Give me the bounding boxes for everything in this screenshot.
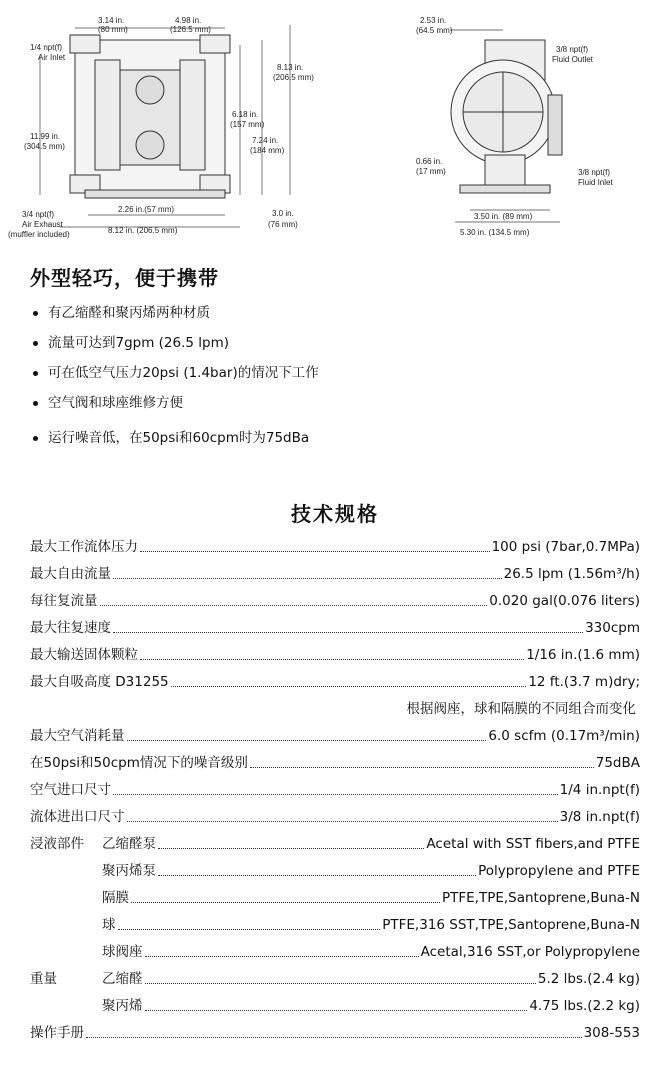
spec-row	[30, 934, 640, 961]
spec-label: 最大输送固体颗粒	[30, 647, 138, 663]
feature-item: 可在低空气压力20psi (1.4bar)的情况下工作	[30, 363, 319, 393]
spec-value: 6.0 scfm (0.17m³/min)	[488, 728, 640, 744]
spec-note-row	[30, 691, 640, 718]
air-inlet-label: Air Inlet	[38, 53, 66, 62]
spec-label: 在50psi和50cpm情况下的噪音级别	[30, 755, 248, 771]
outlet-npt: 3/8 npt(f)	[556, 45, 589, 54]
spec-row	[30, 853, 640, 880]
spec-label: 球阀座	[102, 944, 143, 960]
spec-label: 球	[102, 917, 116, 933]
spec-label: 空气进口尺寸	[30, 782, 111, 798]
spec-row	[30, 826, 640, 853]
dim-2-26: 2.26 in.(57 mm)	[118, 205, 175, 214]
dim-6-18-mm: (157 mm)	[230, 120, 265, 129]
spec-value: 12 ft.(3.7 m)dry;	[528, 674, 640, 690]
features-title: 外型轻巧，便于携带	[30, 266, 219, 290]
spec-note: 根据阀座，球和隔膜的不同组合而变化	[406, 701, 636, 717]
spec-label: 流体进出口尺寸	[30, 809, 125, 825]
features-list	[30, 303, 319, 458]
spec-row	[30, 880, 640, 907]
spec-label: 最大自由流量	[30, 566, 111, 582]
spec-row	[30, 610, 640, 637]
spec-value: 4.75 lbs.(2.2 kg)	[529, 998, 640, 1014]
spec-group-label: 重量	[30, 971, 57, 987]
dim-5-30: 5.30 in. (134.5 mm)	[460, 228, 530, 237]
spec-value: 1/4 in.npt(f)	[559, 782, 640, 798]
dim-8-13-mm: (206.5 mm)	[273, 73, 314, 82]
feature-item: 流量可达到7gpm (26.5 lpm)	[30, 333, 319, 363]
spec-label: 操作手册	[30, 1025, 84, 1041]
spec-label: 最大空气消耗量	[30, 728, 125, 744]
spec-value: 26.5 lpm (1.56m³/h)	[503, 566, 640, 582]
spec-label: 最大工作流体压力	[30, 539, 138, 555]
spec-label: 最大往复速度	[30, 620, 111, 636]
spec-label: 每往复流量	[30, 593, 98, 609]
spec-label: 最大自吸高度 D31255	[30, 674, 169, 690]
spec-value: Polypropylene and PTFE	[478, 863, 640, 879]
dim-0-66: 0.66 in.	[416, 157, 443, 166]
spec-value: 0.020 gal(0.076 liters)	[489, 593, 640, 609]
dim-3-0-mm: (76 mm)	[268, 220, 298, 229]
spec-row	[30, 907, 640, 934]
spec-label: 隔膜	[102, 890, 129, 906]
dim-4-98: 4.98 in.	[175, 16, 202, 25]
spec-label: 聚丙烯	[102, 998, 143, 1014]
dim-7-24: 7.24 in.	[252, 136, 279, 145]
spec-value: 75dBA	[595, 755, 640, 771]
spec-value: 5.2 lbs.(2.4 kg)	[537, 971, 640, 987]
spec-row	[30, 556, 640, 583]
dim-11-99: 11.99 in.	[30, 132, 61, 141]
spec-row	[30, 1015, 640, 1042]
spec-value: 308-553	[583, 1025, 640, 1041]
spec-value: PTFE,TPE,Santoprene,Buna-N	[441, 890, 640, 906]
spec-row	[30, 745, 640, 772]
spec-label: 乙缩醛泵	[102, 836, 156, 852]
dim-3-0: 3.0 in.	[272, 209, 294, 218]
outlet-label: Fluid Outlet	[552, 55, 593, 64]
spec-label: 乙缩醛	[102, 971, 143, 987]
spec-row	[30, 664, 640, 691]
inlet-label: Fluid Inlet	[578, 178, 613, 187]
spec-row	[30, 583, 640, 610]
dim-2-53-mm: (64.5 mm)	[416, 26, 453, 35]
specs-table	[30, 529, 640, 1042]
inlet-npt: 3/8 npt(f)	[578, 168, 611, 177]
dim-8-12: 8.12 in. (206.5 mm)	[108, 226, 178, 235]
exhaust-label: Air Exhaust	[22, 220, 63, 229]
spec-row	[30, 961, 640, 988]
dim-3-14-mm: (80 mm)	[98, 25, 128, 34]
spec-row	[30, 772, 640, 799]
spec-value: PTFE,316 SST,TPE,Santoprene,Buna-N	[382, 917, 640, 933]
feature-item: 空气阀和球座维修方便	[30, 393, 319, 423]
exhaust-note: (muffler included)	[8, 230, 70, 239]
exhaust-npt: 3/4 npt(f)	[22, 210, 55, 219]
spec-value: 3/8 in.npt(f)	[559, 809, 640, 825]
spec-row	[30, 529, 640, 556]
spec-value: 100 psi (7bar,0.7MPa)	[491, 539, 640, 555]
specs-title: 技术规格	[291, 502, 379, 526]
dim-7-24-mm: (184 mm)	[250, 146, 285, 155]
dim-8-13: 8.13 in.	[277, 63, 304, 72]
dim-6-18: 6.18 in.	[232, 110, 259, 119]
spec-value: Acetal,316 SST,or Polypropylene	[420, 944, 640, 960]
spec-label: 聚丙烯泵	[102, 863, 156, 879]
dim-3-14: 3.14 in.	[98, 16, 125, 25]
dim-0-66-mm: (17 mm)	[416, 167, 446, 176]
spec-row	[30, 799, 640, 826]
feature-item: 运行噪音低，在50psi和60cpm时为75dBa	[30, 428, 319, 458]
feature-item: 有乙缩醛和聚丙烯两种材质	[30, 303, 319, 333]
spec-row	[30, 637, 640, 664]
spec-value: Acetal with SST fibers,and PTFE	[426, 836, 640, 852]
pump-dimension-drawing	[0, 0, 670, 245]
spec-row	[30, 718, 640, 745]
dim-2-53: 2.53 in.	[420, 16, 447, 25]
spec-row	[30, 988, 640, 1015]
dim-11-99-mm: (304.5 mm)	[24, 142, 65, 151]
dim-3-50: 3.50 in. (89 mm)	[474, 212, 533, 221]
spec-group-label: 浸液部件	[30, 836, 84, 852]
spec-value: 1/16 in.(1.6 mm)	[526, 647, 640, 663]
dim-4-98-mm: (126.5 mm)	[170, 25, 211, 34]
air-inlet-npt: 1/4 npt(f)	[30, 43, 63, 52]
spec-value: 330cpm	[585, 620, 640, 636]
